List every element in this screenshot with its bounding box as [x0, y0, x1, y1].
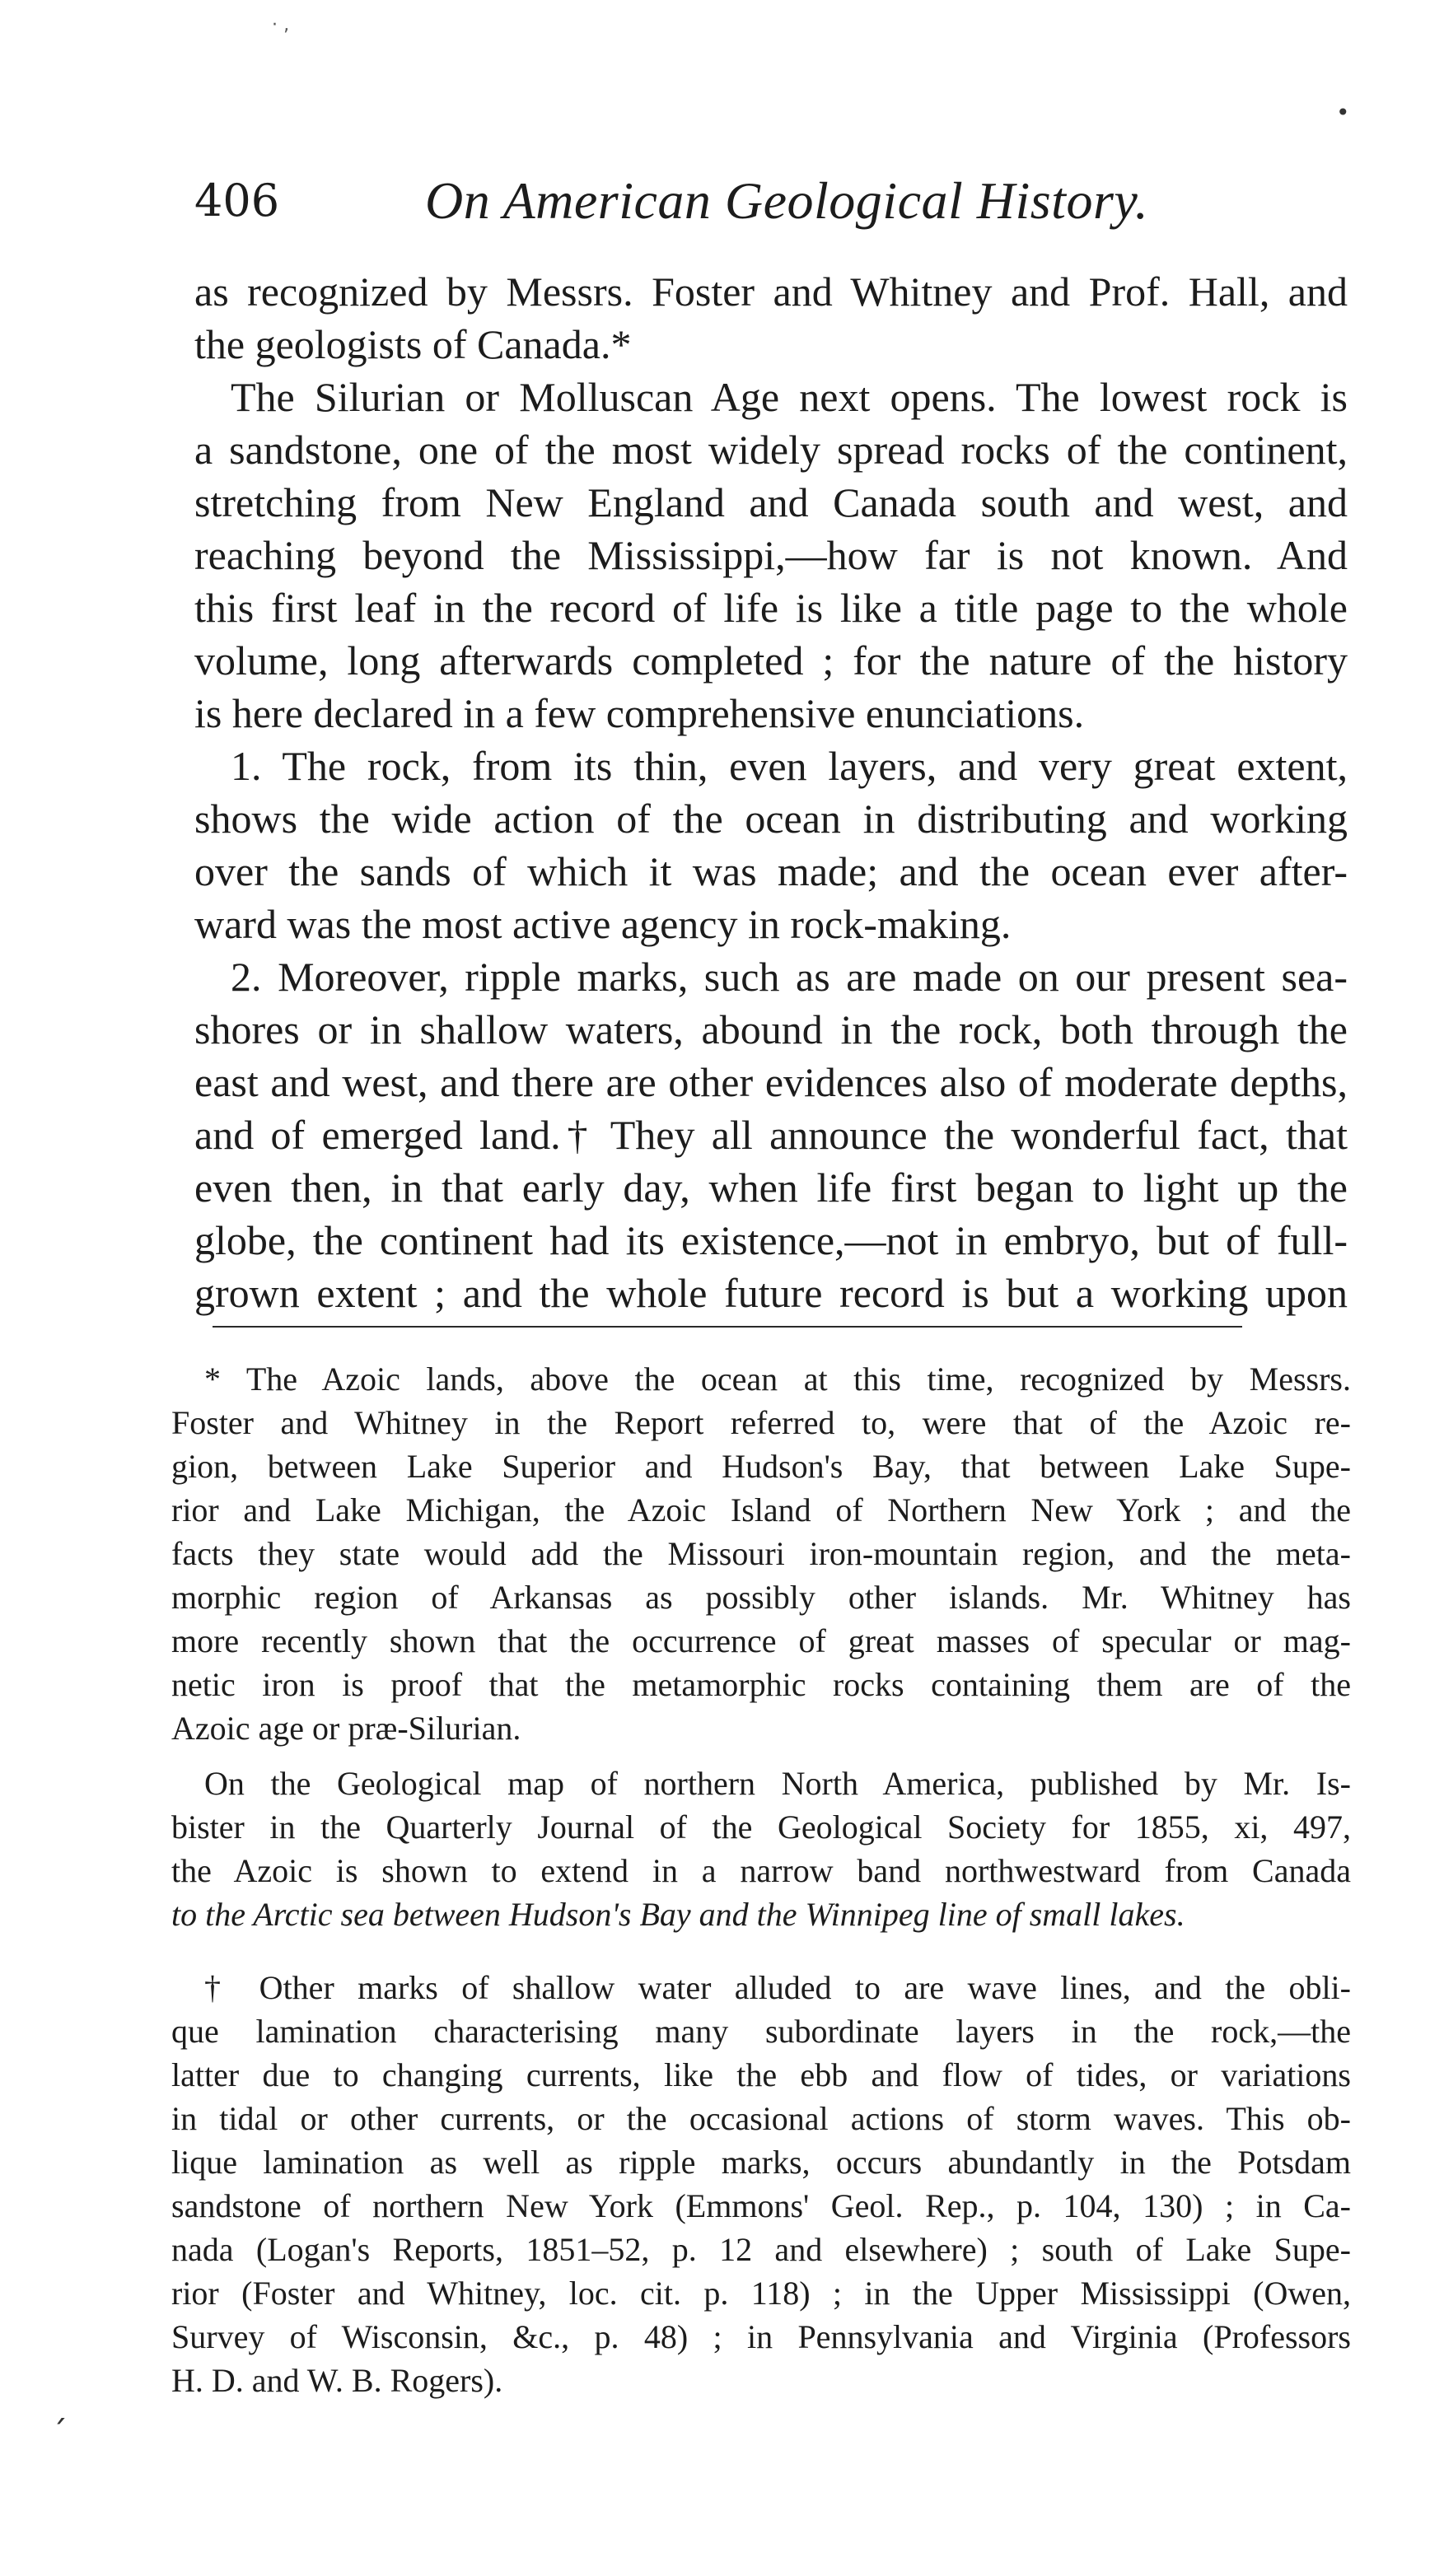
body-line: as recognized by Messrs. Foster and Whitney and Prof. Hall, and — [194, 268, 1348, 315]
body-line: is here declared in a few comprehensive enunciations. — [194, 690, 1085, 736]
footnotes — [171, 1357, 1351, 2435]
body-line: grown extent ; and the whole future record is but a working upon — [194, 1270, 1348, 1316]
footnote-line: in tidal or other currents, or the occasional actions of storm waves. This ob- — [171, 2100, 1351, 2137]
footnote-line: netic iron is proof that the metamorphic rocks containing them are of the — [171, 1666, 1351, 1703]
footnote-line: On the Geological map of northern North America, published by Mr. Is- — [204, 1765, 1351, 1802]
footnote-line: rior and Lake Michigan, the Azoic Island of Northern New York ; and the — [171, 1491, 1351, 1528]
scan-speck: · ‚ — [272, 15, 289, 35]
footnote-line: H. D. and W. B. Rogers). — [171, 2362, 503, 2399]
body-line: over the sands of which it was made; and the ocean ever after- — [194, 848, 1348, 894]
scan-dot: • — [1336, 99, 1350, 126]
body-line: stretching from New England and Canada south and west, and — [194, 479, 1348, 525]
body-line: globe, the continent had its existence,—not in embryo, but of full- — [194, 1217, 1348, 1263]
footnote-line: Survey of Wisconsin, &c., p. 48) ; in Pennsylvania and Virginia (Professors — [171, 2318, 1351, 2355]
footnote-geological-map — [171, 1762, 1351, 1936]
footnote-line: † Other marks of shallow water alluded to are wave lines, and the obli- — [204, 1969, 1351, 2006]
page-number: 406 — [194, 175, 280, 226]
body-line: east and west, and there are other evidences also of moderate depths, — [194, 1059, 1348, 1105]
footnote-line: gion, between Lake Superior and Hudson's Bay, that between Lake Supe- — [171, 1448, 1351, 1485]
footnote-line: morphic region of Arkansas as possibly other islands. Mr. Whitney has — [171, 1579, 1351, 1616]
body-line: The Silurian or Molluscan Age next opens. The lowest rock is — [231, 374, 1348, 420]
footnote-line: facts they state would add the Missouri iron-mountain region, and the meta- — [171, 1535, 1351, 1572]
footnote-line: more recently shown that the occurrence of great masses of specular or mag- — [171, 1622, 1351, 1659]
footnote-line: Azoic age or præ-Silurian. — [171, 1710, 521, 1747]
margin-tick: ˏ — [51, 2387, 68, 2424]
footnote-line: rior (Foster and Whitney, loc. cit. p. 118) ; in the Upper Mississippi (Owen, — [171, 2275, 1351, 2312]
body-line: the geologists of Canada.* — [194, 321, 632, 367]
footnote-line: latter due to changing currents, like the ebb and flow of tides, or variations — [171, 2056, 1351, 2093]
footnote-shallow-water — [171, 1966, 1351, 2402]
footnote-line: bister in the Quarterly Journal of the Geological Society for 1855, xi, 497, — [171, 1808, 1351, 1846]
body-line: ward was the most active agency in rock-making. — [194, 901, 1012, 947]
body-line: this first leaf in the record of life is like a title page to the whole — [194, 585, 1348, 631]
body-line: shores or in shallow waters, abound in the rock, both through the — [194, 1006, 1348, 1052]
footnote-rule — [213, 1326, 1242, 1328]
body-line: 2. Moreover, ripple marks, such as are made on our present sea- — [231, 954, 1348, 1000]
running-title: On American Geological History. — [425, 171, 1149, 230]
body-line: a sandstone, one of the most widely spread rocks of the continent, — [194, 427, 1348, 473]
body-line: volume, long afterwards completed ; for the nature of the history — [194, 637, 1348, 684]
footnote-line: que lamination characterising many subordinate layers in the rock,—the — [171, 2013, 1351, 2050]
body-line: reaching beyond the Mississippi,—how far is not known. And — [194, 532, 1348, 578]
footnote-line: * The Azoic lands, above the ocean at this time, recognized by Messrs. — [204, 1360, 1351, 1398]
page-header — [194, 165, 1348, 239]
footnote-line: sandstone of northern New York (Emmons' Geol. Rep., p. 104, 130) ; in Ca- — [171, 2187, 1351, 2224]
body-line: 1. The rock, from its thin, even layers, and very great extent, — [231, 743, 1348, 789]
footnote-line: nada (Logan's Reports, 1851–52, p. 12 and elsewhere) ; south of Lake Supe- — [171, 2231, 1351, 2268]
footnote-line: Foster and Whitney in the Report referred to, were that of the Azoic re- — [171, 1404, 1351, 1441]
body-line: and of emerged land.† They all announce the wonderful fact, that — [194, 1112, 1348, 1158]
footnote-line: to the Arctic sea between Hudson's Bay and the Winnipeg line of small lakes. — [171, 1896, 1185, 1933]
footnote-line: the Azoic is shown to extend in a narrow band northwestward from Canada — [171, 1852, 1351, 1889]
footnote-line: lique lamination as well as ripple marks, occurs abundantly in the Potsdam — [171, 2144, 1351, 2181]
body-line: shows the wide action of the ocean in distributing and working — [194, 796, 1348, 842]
body-text — [194, 265, 1348, 1319]
footnote-azoic-lands — [171, 1357, 1351, 1750]
body-line: even then, in that early day, when life first began to light up the — [194, 1164, 1348, 1211]
